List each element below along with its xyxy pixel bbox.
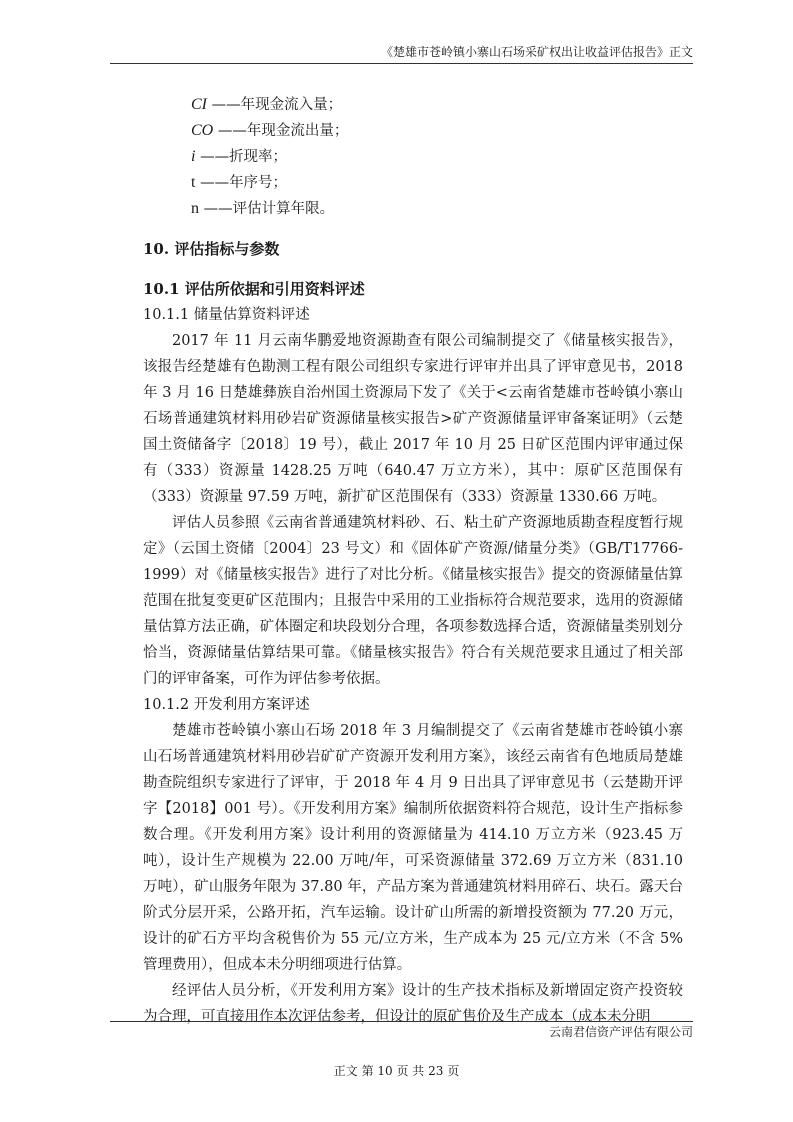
footer-divider: [110, 1021, 693, 1022]
definition-t: [143, 170, 683, 196]
definition-symbol: n: [191, 200, 199, 217]
subsection-heading: 10.1 评估所依据和引用资料评述: [143, 280, 365, 298]
paragraph-reserve-review: 评估人员参照《云南省普通建筑材料砂、石、粘土矿产资源地质勘查程度暂行规定》（云国土资储〔2004〕23 号文）和《固体矿产资源/储量分类》（GB/T17766-1999）对《储量核实报告》进行了对比分析。《储量核实报告》提交的资源储量估算范围在批复变更矿区范围内；且报告中采用的工业指标符合规范要求，选用的资源储量估算方法正确，矿体圈定和块段划分合理，各项参数选择合适，资源储量类别划分恰当，资源储量估算结果可靠。《储量核实报告》符合有关规范要求且通过了相关部门的评审备案，可作为评估参考依据。: [143, 515, 683, 687]
definition-ci: [143, 92, 683, 118]
definition-text: ——折现率；: [200, 149, 288, 165]
paragraph-development-plan: 楚雄市苍岭镇小寨山石场 2018 年 3 月编制提交了《云南省楚雄市苍岭镇小寨山石场普通建筑材料用砂岩矿矿产资源开发利用方案》，该经云南省有色地质局楚雄勘查院组织专家进行了评审，于 2018 年 4 月 9 日出具了评审意见书（云楚勘开评字【2018】001 号）。《开发利用方案》编制所依据资料符合规范，设计生产指标参数合理。《开发利用方案》设计利用的资源储量为 414.10 万立方米（923.45 万吨），设计生产规模为 22.00 万吨/年，可采资源储量 372.69 万立方米（831.10 万吨），矿山服务年限为 37.80 年，产品方案为普通建筑材料用碎石、块石。露天台阶式分层开采，公路开拓，汽车运输。设计矿山所需的新增投资额为 77.20 万元，设计的矿石方平均含税售价为 55 元/立方米，生产成本为 25 元/立方米（不含 5%管理费用），但成本未分明细项进行估算。: [143, 723, 683, 973]
company-name: 云南君信资产评估有限公司: [548, 1025, 693, 1039]
definition-symbol: i: [191, 148, 196, 165]
item-heading-reserve: 10.1.1 储量估算资料评述: [143, 307, 310, 323]
definition-symbol: CI: [191, 96, 207, 113]
paragraph-reserve-report: 2017 年 11 月云南华鹏爱地资源勘查有限公司编制提交了《储量核实报告》，该报告经楚雄有色勘测工程有限公司组织专家进行评审并出具了评审意见书，2018 年 3 月 16 日楚雄彝族自治州国土资源局下发了《关于<云南省楚雄市苍岭镇小寨山石场普通建筑材料用砂岩矿资源储量核实报告>矿产资源储量评审备案证明》（云楚国土资储备字〔2018〕19 号），截止 2017 年 10 月 25 日矿区范围内评审通过保有（333）资源量 1428.25 万吨（640.47 万立方米），其中：原矿区范围保有（333）资源量 97.59 万吨，新扩矿区范围保有（333）资源量 1330.66 万吨。: [143, 333, 683, 505]
page-body: [143, 92, 683, 1030]
running-header: 《楚雄市苍岭镇小寨山石场采矿权出让收益评估报告》正文: [110, 44, 693, 64]
page-number: 正文 第 10 页 共 23 页: [333, 1064, 460, 1078]
definition-text: ——年现金流入量；: [211, 97, 343, 113]
paragraph-development-review: 经评估人员分析，《开发利用方案》设计的生产技术指标及新增固定资产投资较为合理，可直接用作本次评估参考，但设计的原矿售价及生产成本（成本未分明: [143, 983, 683, 1025]
definition-symbol: t: [191, 174, 196, 191]
item-heading-development: 10.1.2 开发利用方案评述: [143, 697, 310, 713]
definition-text: ——年现金流出量；: [217, 123, 349, 139]
definition-text: ——评估计算年限。: [203, 201, 335, 217]
section-heading: 10. 评估指标与参数: [143, 240, 280, 258]
definition-n: [143, 196, 683, 222]
definition-symbol: CO: [191, 122, 214, 139]
definition-co: [143, 118, 683, 144]
definition-i: [143, 144, 683, 170]
definition-text: ——年序号；: [200, 175, 288, 191]
